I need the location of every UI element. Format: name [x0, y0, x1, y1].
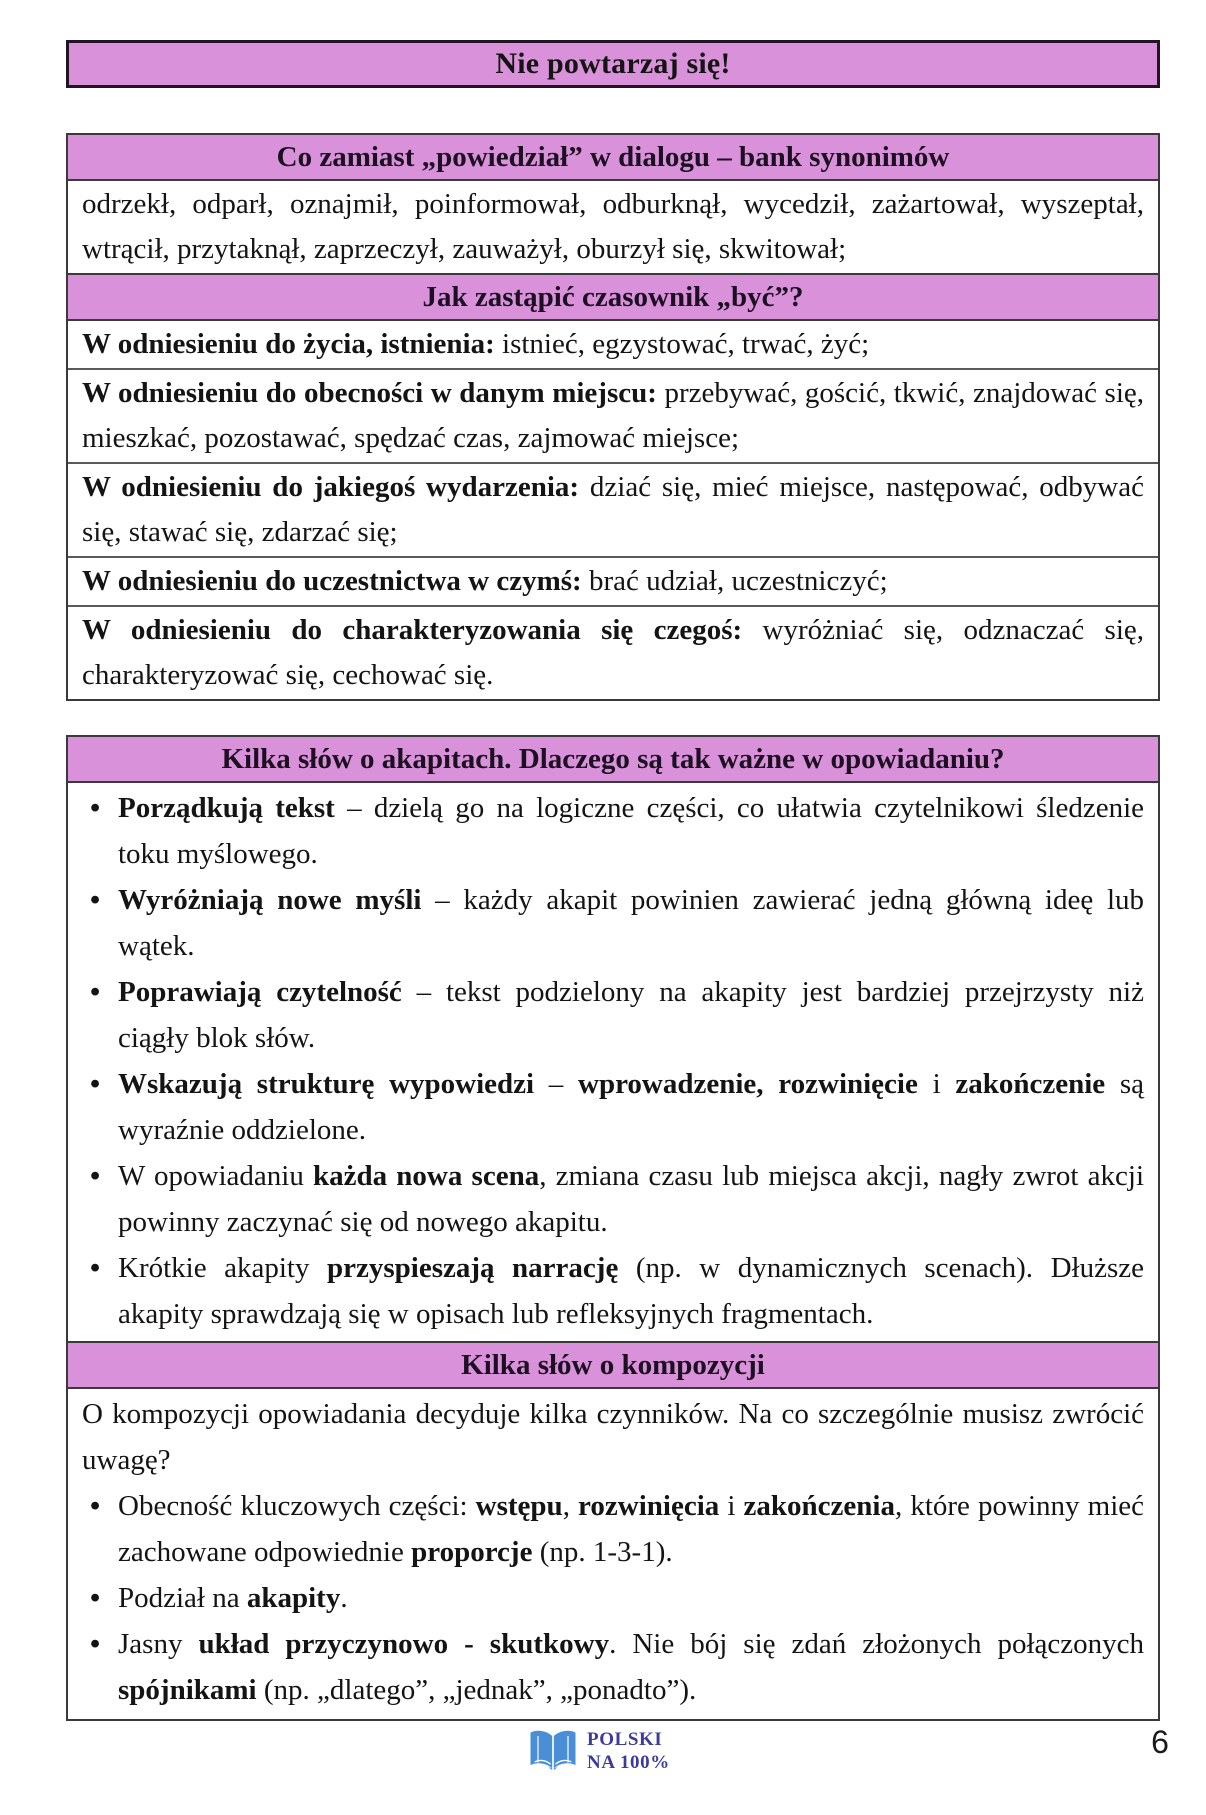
byc-table-header: Jak zastąpić czasownik „być”? — [68, 273, 1158, 321]
kompozycja-section — [68, 1389, 1158, 1719]
table-row: W odniesieniu do charakteryzowania się czegoś: wyróżniać się, odznaczać się, charakteryzować się, cechować się. — [68, 605, 1158, 699]
synonyms-list: odrzekł, odparł, oznajmił, poinformował, odburknął, wycedził, zażartował, wyszeptał, wtrącił, przytaknął, zaprzeczył, zauważył, oburzył się, skwitował; — [82, 188, 1144, 265]
list-item: • W opowiadaniu każda nowa scena, zmiana czasu lub miejsca akcji, nagły zwrot akcji powinny zaczynać się od nowego akapitu. — [68, 1153, 1158, 1245]
table-row: W odniesieniu do życia, istnienia: istnieć, egzystować, trwać, żyć; — [82, 328, 870, 360]
logo-text — [587, 1728, 670, 1774]
list-item: • Obecność kluczowych części: wstępu, rozwinięcia i zakończenia, które powinny mieć zachowane odpowiednie proporcje (np. 1-3-1). — [68, 1483, 1158, 1575]
table-row: W odniesieniu do uczestnictwa w czymś: brać udział, uczestniczyć; — [68, 556, 1158, 605]
list-item: • Krótkie akapity przyspieszają narrację (np. w dynamicznych scenach). Dłuższe akapity sprawdzają się w opisach lub refleksyjnych fragmentach. — [68, 1245, 1158, 1337]
akapity-table — [66, 735, 1160, 1721]
list-item: • Wyróżniają nowe myśli – każdy akapit powinien zawierać jedną główną ideę lub wątek. — [68, 877, 1158, 969]
kompozycja-intro: O kompozycji opowiadania decyduje kilka czynników. Na co szczególnie musisz zwrócić uwagę? — [82, 1398, 1144, 1476]
list-item: • Poprawiają czytelność – tekst podzielony na akapity jest bardziej przejrzysty niż ciągły blok słów. — [68, 969, 1158, 1061]
table-row: W odniesieniu do jakiegoś wydarzenia: dziać się, mieć miejsce, następować, odbywać się, stawać się, zdarzać się; — [68, 462, 1158, 556]
logo-text-line1: POLSKI — [587, 1729, 663, 1750]
banner-title: Nie powtarzaj się! — [66, 40, 1160, 88]
publisher-logo — [528, 1728, 670, 1774]
logo-text-line2: NA 100% — [587, 1752, 670, 1773]
page-content — [66, 0, 1160, 1721]
akapity-table-header: Kilka słów o akapitach. Dlaczego są tak ważne w opowiadaniu? — [68, 737, 1158, 783]
akapity-bullet-list — [68, 783, 1158, 1341]
open-book-icon — [528, 1728, 578, 1774]
kompozycja-header: Kilka słów o kompozycji — [68, 1341, 1158, 1389]
page-number: 6 — [1151, 1724, 1169, 1760]
synonyms-table-header: Co zamiast „powiedział” w dialogu – bank synonimów — [68, 135, 1158, 181]
table-row: W odniesieniu do obecności w danym miejscu: przebywać, gościć, tkwić, znajdować się, mieszkać, pozostawać, spędzać czas, zajmować miejsce; — [68, 368, 1158, 462]
list-item: • Wskazują strukturę wypowiedzi – wprowadzenie, rozwinięcie i zakończenie są wyraźnie oddzielone. — [68, 1061, 1158, 1153]
list-item: • Porządkują tekst – dzielą go na logiczne części, co ułatwia czytelnikowi śledzenie toku myślowego. — [68, 785, 1158, 877]
synonyms-table — [66, 133, 1160, 701]
list-item: • Jasny układ przyczynowo - skutkowy. Nie bój się zdań złożonych połączonych spójnikami (np. „dlatego”, „jednak”, „ponadto”). — [68, 1621, 1158, 1713]
list-item: • Podział na akapity. — [68, 1575, 1158, 1621]
page-footer — [0, 1722, 1206, 1792]
